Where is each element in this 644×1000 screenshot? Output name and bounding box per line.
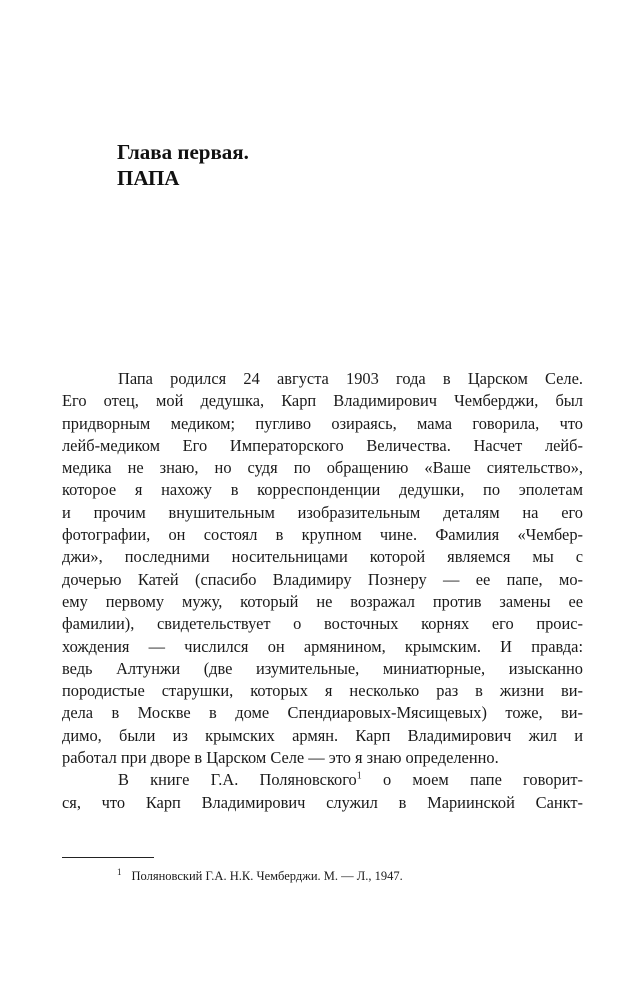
text-line: дела в Москве в доме Спендиаровых-Мясищевых) тоже, ви- <box>62 703 583 723</box>
text-line: работал при дворе в Царском Селе — это я знаю определенно. <box>62 748 499 768</box>
text-line: медика не знаю, но судя по обращению «Ваше сиятельство», <box>62 458 583 478</box>
text-line-with-footnote <box>62 769 583 791</box>
body-text <box>62 368 583 814</box>
text-line: которое я нахожу в корреспонденции дедушки, по эполетам <box>62 480 583 500</box>
text-line: джи», последними носительницами которой являемся мы с <box>62 547 583 567</box>
text-line: породистые старушки, которых я несколько раз в жизни ви- <box>62 681 583 701</box>
chapter-title: ПАПА <box>117 166 180 190</box>
footnote-reference[interactable]: 1 <box>356 770 362 782</box>
text-line: димо, были из крымских армян. Карп Владимирович жил и <box>62 725 583 745</box>
footnote-mark: 1 <box>117 866 122 877</box>
text-line: фамилии), свидетельствует о восточных корнях его проис- <box>62 614 583 634</box>
text-line: Его отец, мой дедушка, Карп Владимирович Чемберджи, был <box>62 391 583 411</box>
text-line: ся, что Карп Владимирович служил в Мариинской Санкт- <box>62 792 583 812</box>
footnote <box>117 868 403 884</box>
text-line: Папа родился 24 августа 1903 года в Царском Селе. <box>118 369 583 388</box>
text-fragment: В книге Г.А. Поляновского <box>118 770 357 790</box>
text-line: фотографии, он состоял в крупном чине. Фамилия «Чембер- <box>62 525 583 545</box>
text-line: придворным медиком; пугливо озираясь, мама говорила, что <box>62 413 583 433</box>
text-line: и прочим внушительным изобразительным деталям на его <box>62 502 583 522</box>
text-line: ведь Алтунжи (две изумительные, миниатюрные, изысканно <box>62 658 583 678</box>
text-line: лейб-медиком Его Императорского Величества. Насчет лейб- <box>62 435 583 455</box>
chapter-number: Глава первая. <box>117 140 249 164</box>
chapter-heading <box>117 139 249 191</box>
text-line: хождения — числился он армянином, крымским. И правда: <box>62 636 583 656</box>
footnote-text: Поляновский Г.А. Н.К. Чемберджи. М. — Л., 1947. <box>131 869 403 883</box>
footnote-separator <box>62 857 154 858</box>
text-line: ему первому мужу, который не возражал против замены ее <box>62 591 583 611</box>
text-line: дочерью Катей (спасибо Владимиру Познеру — ее папе, мо- <box>62 569 583 589</box>
text-fragment: о моем папе говорит- <box>361 770 583 790</box>
